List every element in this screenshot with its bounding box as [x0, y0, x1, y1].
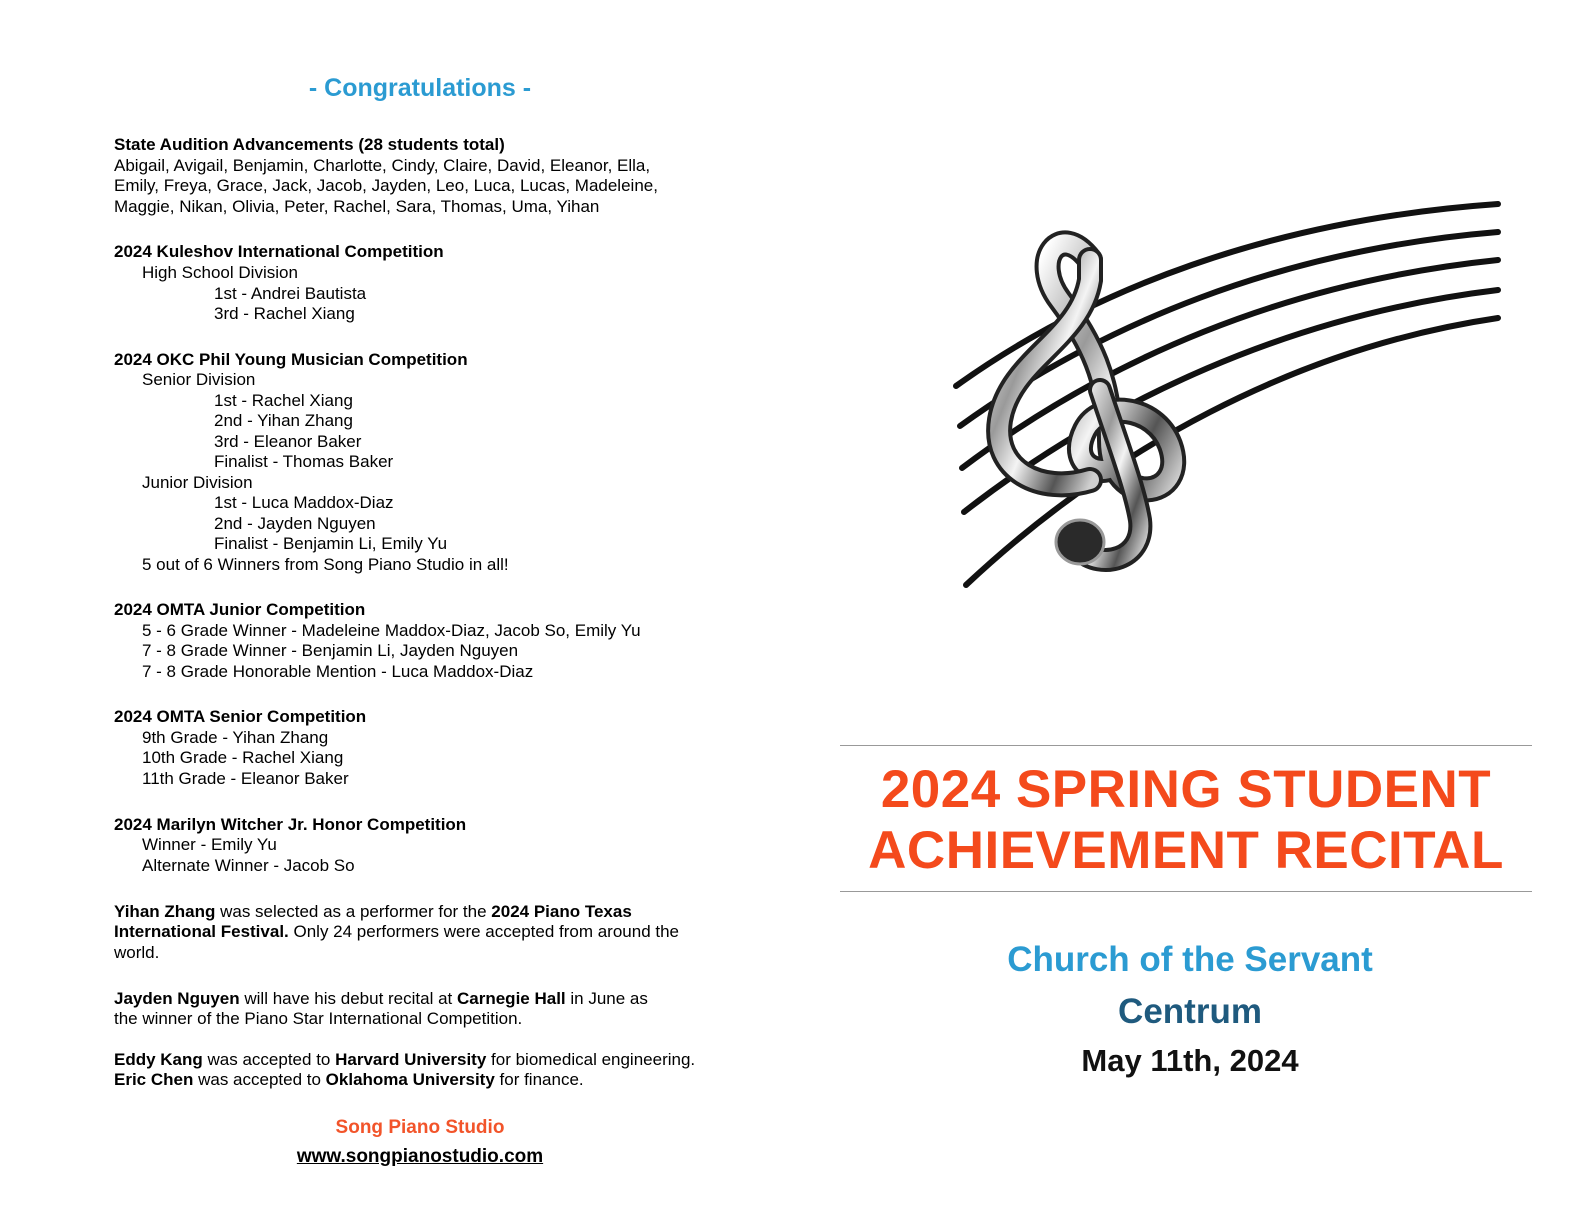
state-audition-names-line: Abigail, Avigail, Benjamin, Charlotte, Cindy, Claire, David, Eleanor, Ella,	[114, 156, 651, 175]
okc-senior-result: 2nd - Yihan Zhang	[214, 411, 353, 430]
okc-senior-result: 1st - Rachel Xiang	[214, 391, 353, 410]
state-audition-names-line: Emily, Freya, Grace, Jack, Jacob, Jayden, Leo, Luca, Lucas, Madeleine,	[114, 176, 658, 195]
venue-room: Centrum	[1118, 992, 1262, 1031]
title-divider-top	[840, 745, 1532, 746]
omta-senior-result: 9th Grade - Yihan Zhang	[142, 728, 329, 747]
eddy-name: Eddy Kang	[114, 1050, 203, 1069]
recital-date: May 11th, 2024	[1081, 1043, 1299, 1078]
texas-note-line3: world.	[114, 943, 160, 962]
eric-note	[114, 1070, 584, 1090]
eddy-text: for biomedical engineering.	[486, 1050, 696, 1069]
eric-school: Oklahoma University	[325, 1070, 495, 1089]
eddy-school: Harvard University	[335, 1050, 487, 1069]
eric-text: was accepted to	[193, 1070, 326, 1089]
title-divider-bottom	[840, 891, 1532, 892]
okc-junior-result: 2nd - Jayden Nguyen	[214, 514, 376, 533]
texas-text: was selected as a performer for the	[215, 902, 492, 921]
texas-event: 2024 Piano Texas	[491, 902, 632, 921]
kuleshov-result: 3rd - Rachel Xiang	[214, 304, 355, 323]
texas-note-line2	[114, 922, 679, 942]
witcher-title: 2024 Marilyn Witcher Jr. Honor Competition	[114, 815, 467, 834]
studio-website-link[interactable]: www.songpianostudio.com	[296, 1146, 544, 1167]
okc-junior-division: Junior Division	[142, 473, 253, 492]
okc-title: 2024 OKC Phil Young Musician Competition	[114, 350, 468, 369]
eric-text: for finance.	[494, 1070, 584, 1089]
omta-senior-result: 10th Grade - Rachel Xiang	[142, 748, 344, 767]
texas-student-name: Yihan Zhang	[114, 902, 216, 921]
texas-text: Only 24 performers were accepted from around the	[288, 922, 680, 941]
recital-title-line1: 2024 SPRING STUDENT	[880, 760, 1492, 819]
kuleshov-title: 2024 Kuleshov International Competition	[114, 242, 444, 261]
recital-title-line2: ACHIEVEMENT RECITAL	[868, 821, 1504, 880]
state-audition-title: State Audition Advancements (28 students total)	[114, 135, 505, 154]
witcher-result: Winner - Emily Yu	[142, 835, 277, 854]
omta-senior-result: 11th Grade - Eleanor Baker	[142, 769, 349, 788]
okc-junior-result: Finalist - Benjamin Li, Emily Yu	[214, 534, 448, 553]
carnegie-venue: Carnegie Hall	[457, 989, 566, 1008]
carnegie-student-name: Jayden Nguyen	[114, 989, 240, 1008]
omta-junior-title: 2024 OMTA Junior Competition	[114, 600, 366, 619]
omta-senior-title: 2024 OMTA Senior Competition	[114, 707, 367, 726]
carnegie-text: will have his debut recital at	[239, 989, 457, 1008]
venue-name: Church of the Servant	[1007, 940, 1373, 979]
eric-name: Eric Chen	[114, 1070, 194, 1089]
treble-clef-shape	[999, 243, 1173, 564]
okc-senior-division: Senior Division	[142, 370, 256, 389]
witcher-result: Alternate Winner - Jacob So	[142, 856, 355, 875]
okc-summary: 5 out of 6 Winners from Song Piano Studio in all!	[142, 555, 509, 574]
carnegie-note-line1	[114, 989, 648, 1009]
okc-senior-result: 3rd - Eleanor Baker	[214, 432, 362, 451]
texas-note-line1	[114, 902, 632, 922]
okc-senior-result: Finalist - Thomas Baker	[214, 452, 394, 471]
okc-junior-result: 1st - Luca Maddox-Diaz	[214, 493, 394, 512]
omta-junior-result: 5 - 6 Grade Winner - Madeleine Maddox-Diaz, Jacob So, Emily Yu	[142, 621, 641, 640]
omta-junior-result: 7 - 8 Grade Winner - Benjamin Li, Jayden Nguyen	[142, 641, 519, 660]
eddy-text: was accepted to	[202, 1050, 336, 1069]
texas-event: International Festival.	[114, 922, 289, 941]
treble-clef-icon	[940, 190, 1510, 600]
carnegie-note-line2: the winner of the Piano Star International Competition.	[114, 1009, 523, 1028]
omta-junior-result: 7 - 8 Grade Honorable Mention - Luca Maddox-Diaz	[142, 662, 534, 681]
kuleshov-division: High School Division	[142, 263, 298, 282]
kuleshov-result: 1st - Andrei Bautista	[214, 284, 367, 303]
studio-name: Song Piano Studio	[335, 1117, 505, 1138]
eddy-note	[114, 1050, 695, 1070]
congratulations-heading: - Congratulations -	[308, 74, 532, 102]
carnegie-text: in June as	[565, 989, 648, 1008]
state-audition-names-line: Maggie, Nikan, Olivia, Peter, Rachel, Sara, Thomas, Uma, Yihan	[114, 197, 600, 216]
